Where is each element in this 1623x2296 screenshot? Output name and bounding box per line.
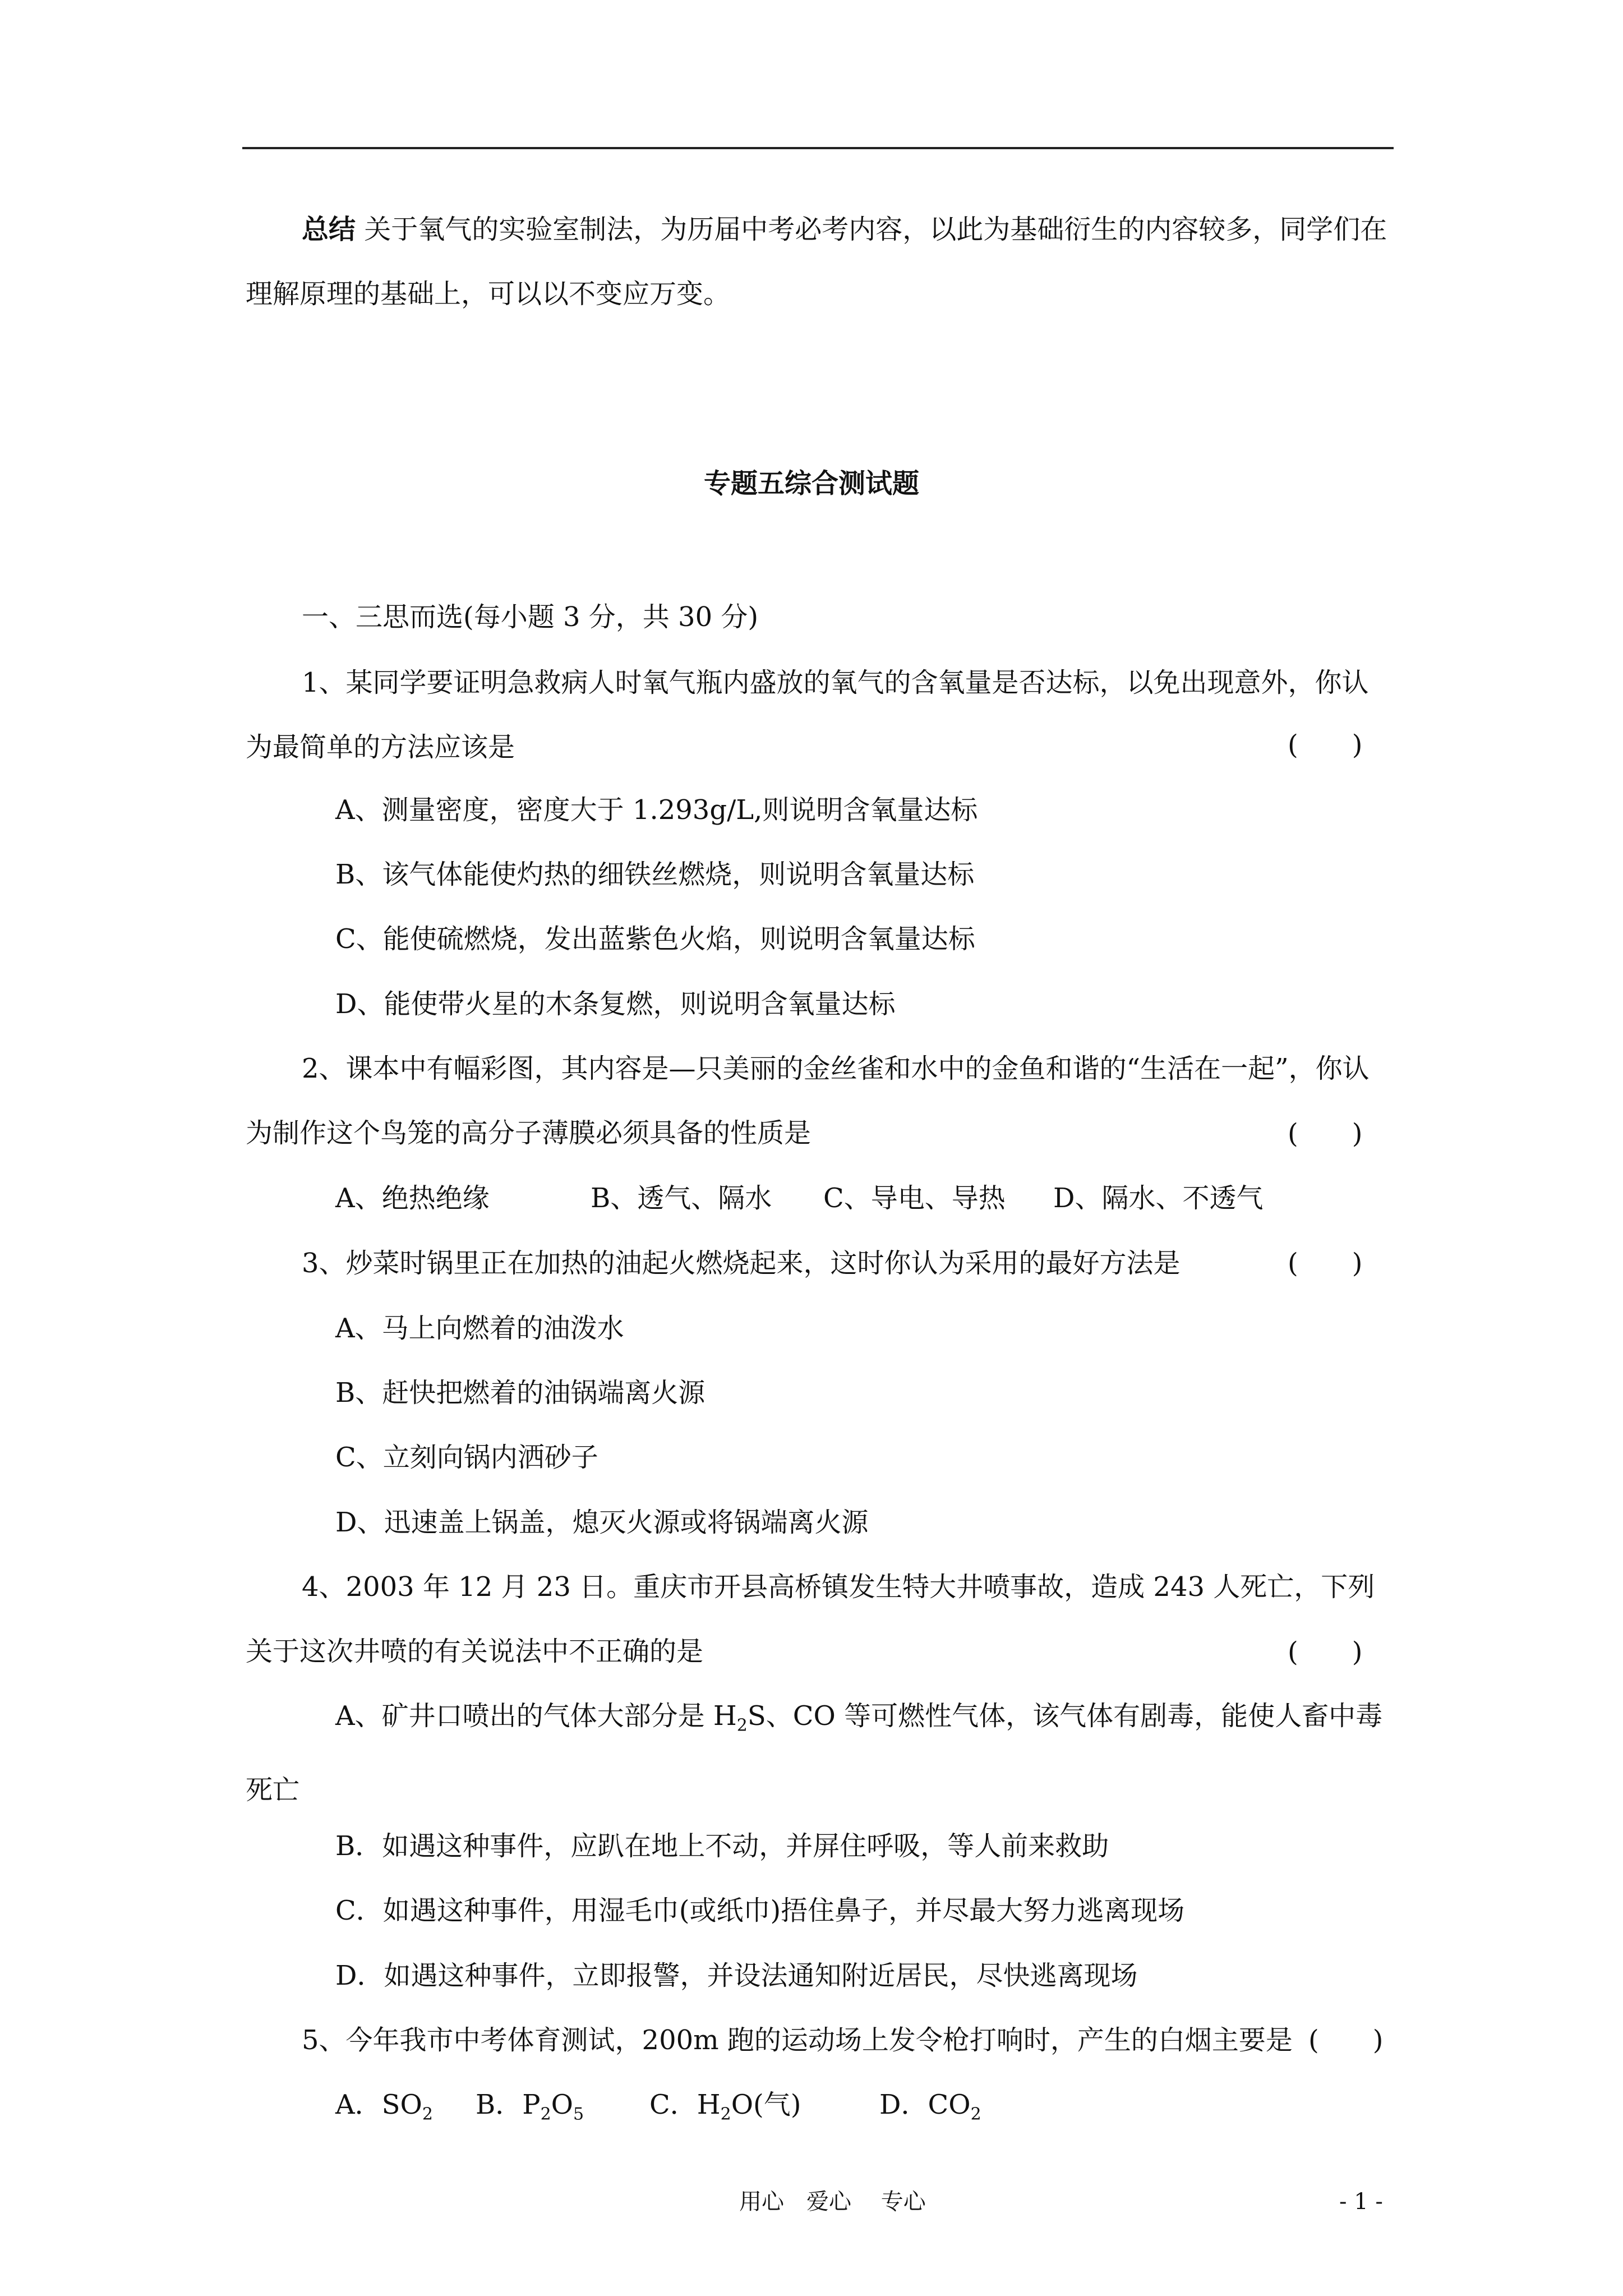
question-2-option-d: D、隔水、不透气 <box>1053 1182 1264 1214</box>
question-1-stem: 1、某同学要证明急救病人时氧气瓶内盛放的氧气的含氧量是否达标，以免出现意外，你认为最简单的方法应该是 <box>246 667 1369 763</box>
page-number: - 1 - <box>1339 2189 1383 2215</box>
question-5-stem: 5、今年我市中考体育测试，200m 跑的运动场上发令枪打响时，产生的白烟主要是 <box>302 2024 1293 2056</box>
question-1-option-a: A、测量密度，密度大于 1.293g/L,则说明含氧量达标 <box>335 794 978 826</box>
question-5-option-c: C．$H_2O$(气) <box>649 2089 801 2124</box>
question-4-option-c: C．如遇这种事件，用湿毛巾(或纸巾)捂住鼻子，并尽最大努力逃离现场 <box>335 1895 1185 1926</box>
question-4-option-b: B．如遇这种事件，应趴在地上不动，并屏住呼吸，等人前来救助 <box>335 1830 1109 1862</box>
question-4-answer-blank: ( ) <box>1288 1636 1363 1668</box>
question-4-option-a: A、矿井口喷出的气体大部分是 $H_2S$、CO 等可燃性气体，该气体有剧毒，能使人畜中毒死亡 <box>246 1700 1383 1806</box>
question-1-answer-blank: ( ) <box>1288 729 1363 761</box>
question-3-option-b: B、赶快把燃着的油锅端离火源 <box>335 1377 706 1409</box>
summary-text: 关于氧气的实验室制法，为历届中考必考内容，以此为基础衍生的内容较多，同学们在理解原理的基础上，可以以不变应万变。 <box>246 214 1387 310</box>
question-2-stem: 2、课本中有幅彩图，其内容是—只美丽的金丝雀和水中的金鱼和谐的“生活在一起”，你认为制作这个鸟笼的高分子薄膜必须具备的性质是 <box>246 1053 1370 1149</box>
question-3-option-c: C、立刻向锅内洒砂子 <box>335 1442 598 1473</box>
question-1-option-b: B、该气体能使灼热的细铁丝燃烧，则说明含氧量达标 <box>335 859 975 890</box>
header-rule <box>242 147 1394 149</box>
question-5-option-b: B．$P_2O_5$ <box>476 2089 584 2124</box>
summary-label: 总结 <box>302 214 356 245</box>
question-4-stem: 4、2003 年 12 月 23 日。重庆市开县高桥镇发生特大井喷事故，造成 243 人死亡，下列关于这次井喷的有关说法中不正确的是 <box>246 1571 1375 1667</box>
summary-paragraph <box>246 197 1390 326</box>
question-3-option-d: D、迅速盖上锅盖，熄灭火源或将锅端离火源 <box>335 1507 869 1538</box>
question-1-option-d: D、能使带火星的木条复燃，则说明含氧量达标 <box>335 988 896 1020</box>
question-2-option-b: B、透气、隔水 <box>591 1182 772 1214</box>
question-2-option-a: A、绝热绝缘 <box>335 1182 490 1214</box>
footer-motto: 用心 爱心 专心 <box>739 2189 926 2215</box>
question-1-option-c: C、能使硫燃烧，发出蓝紫色火焰，则说明含氧量达标 <box>335 923 975 955</box>
question-5-option-a: A．$SO_2$ <box>335 2089 433 2124</box>
question-2-answer-blank: ( ) <box>1288 1118 1363 1149</box>
question-3-option-a: A、马上向燃着的油泼水 <box>335 1313 624 1344</box>
question-3-answer-blank: ( ) <box>1288 1248 1363 1279</box>
question-3-stem: 3、炒菜时锅里正在加热的油起火燃烧起来，这时你认为采用的最好方法是 <box>302 1248 1181 1279</box>
question-2-option-c: C、导电、导热 <box>823 1182 1006 1214</box>
test-title: 专题五综合测试题 <box>703 468 919 499</box>
question-5-answer-blank: ( ) <box>1308 2024 1384 2056</box>
question-4-option-d: D．如遇这种事件，立即报警，并设法通知附近居民，尽快逃离现场 <box>335 1960 1138 1991</box>
question-5-option-d: D．$CO_2$ <box>879 2089 981 2124</box>
section-heading: 一、三思而选(每小题 3 分，共 30 分) <box>302 601 759 633</box>
